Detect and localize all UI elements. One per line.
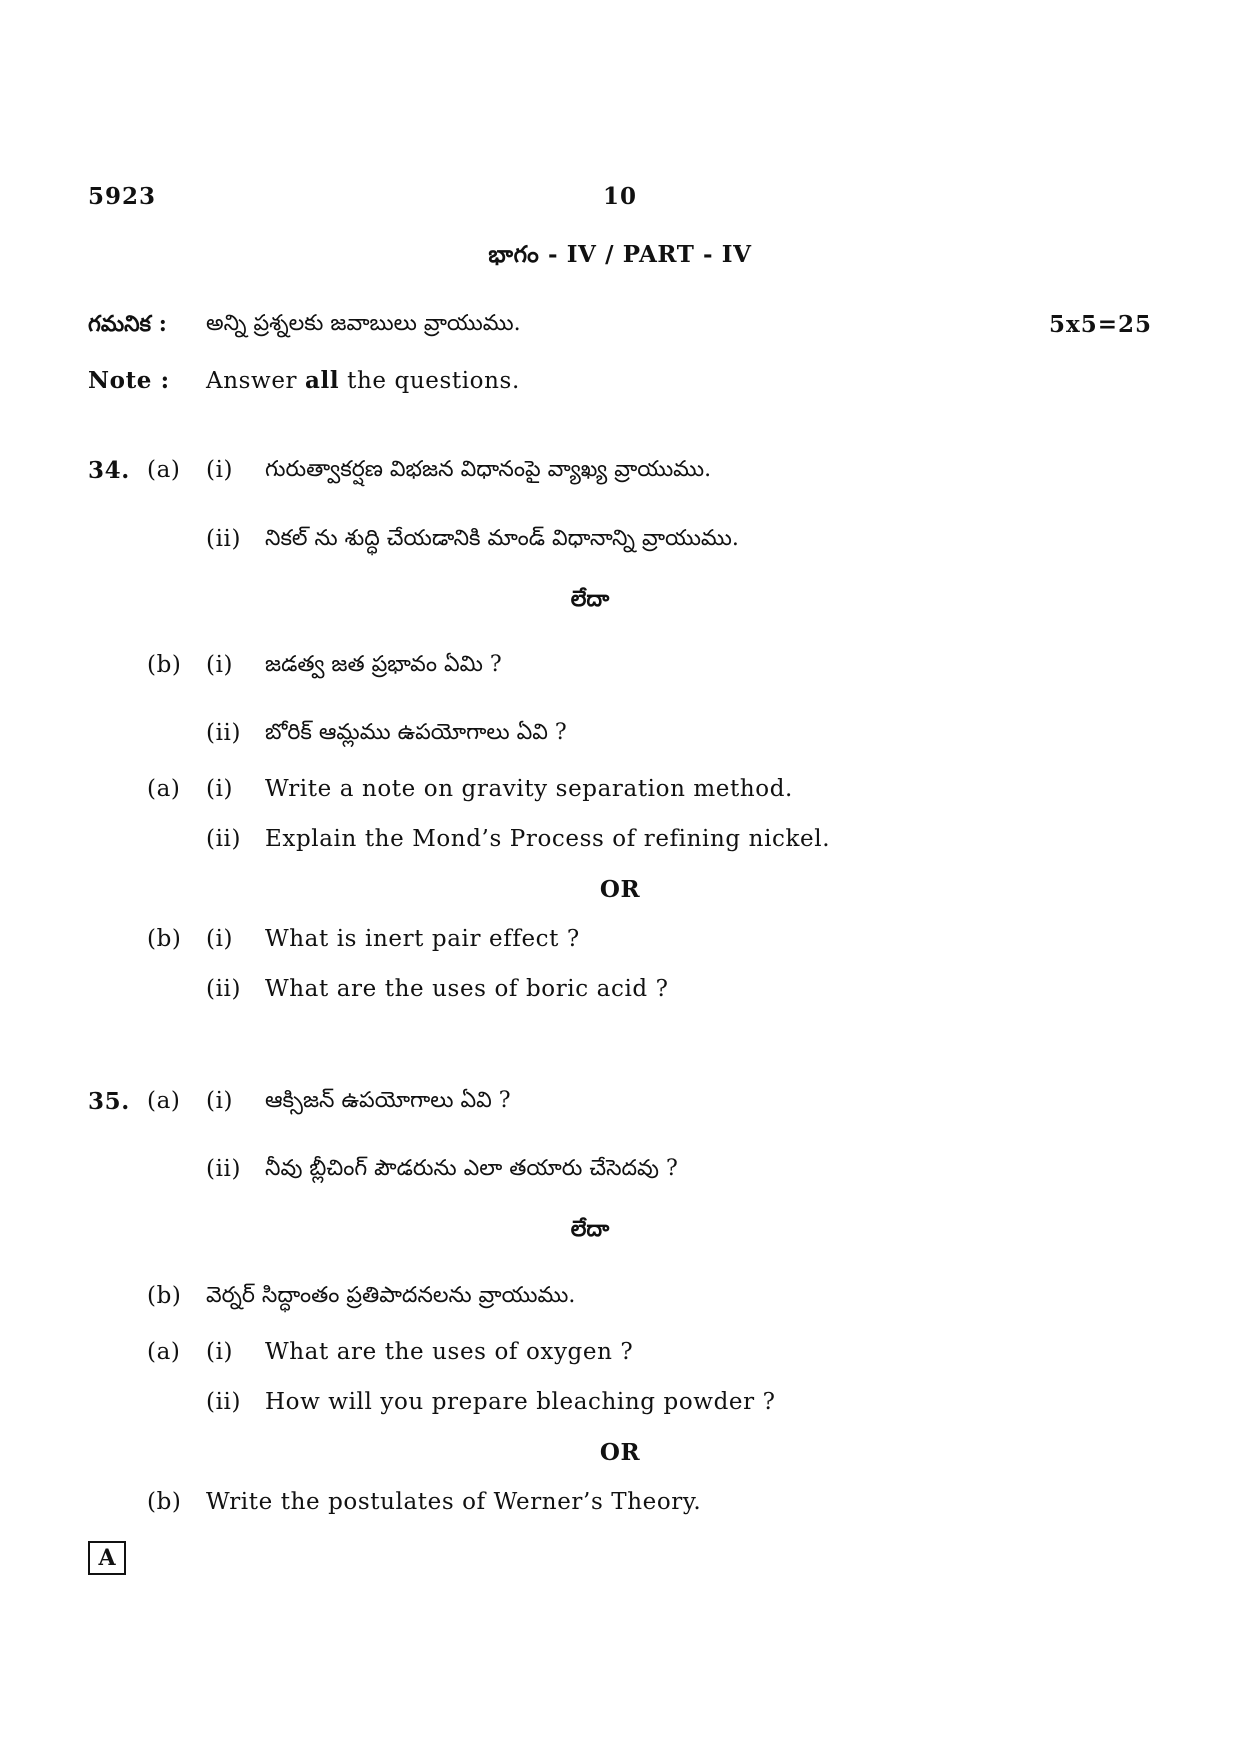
question-text: ఆక్సిజన్ ఉపయోగాలు ఏవి ? [265,1088,511,1113]
sub-part-label: (i) [206,926,234,952]
or-separator: లేదా [570,586,610,612]
part-label: (b) [147,1489,182,1515]
sub-part-label: (ii) [206,826,242,852]
part-title: భాగం - IV / PART - IV [488,241,752,268]
page-number: 10 [602,183,638,210]
part-label: (b) [147,926,182,952]
note-label-english: Note : [88,367,170,394]
sub-part-label: (ii) [206,1156,242,1182]
question-text: గురుత్వాకర్షణ విభజన విధానంపై వ్యాఖ్య వ్రాయుము. [265,457,712,482]
question-text: జడత్వ జత ప్రభావం ఏమి ? [265,652,502,677]
question-text: What are the uses of oxygen ? [265,1339,634,1365]
or-separator: OR [599,876,641,903]
sub-part-label: (i) [206,457,234,483]
note-label-telugu: గమనిక : [88,311,167,337]
question-text: Write the postulates of Werner’s Theory. [206,1489,702,1515]
question-text: వెర్నర్ సిద్ధాంతం ప్రతిపాదనలను వ్రాయుము. [206,1283,576,1308]
question-text: నికల్ ను శుద్ధి చేయడానికి మాండ్ విధానాన్ని వ్రాయుము. [265,526,739,551]
note-text-telugu: అన్ని ప్రశ్నలకు జవాబులు వ్రాయుము. [206,311,521,336]
question-text: What are the uses of boric acid ? [265,976,669,1002]
sub-part-label: (i) [206,1088,234,1114]
question-text: బోరిక్ ఆమ్లము ఉపయోగాలు ఏవి ? [265,720,567,745]
question-text: What is inert pair effect ? [265,926,580,952]
question-text: How will you prepare bleaching powder ? [265,1389,776,1415]
part-label: (b) [147,652,182,678]
question-text: నీవు బ్లీచింగ్ పౌడరును ఎలా తయారు చేసెదవు ? [265,1156,678,1181]
question-number: 34. [88,457,130,484]
part-label: (a) [147,457,181,483]
part-label: (a) [147,1088,181,1114]
question-number: 35. [88,1088,130,1115]
version-letter-box: A [88,1541,126,1575]
or-separator: OR [599,1439,641,1466]
or-separator: లేదా [570,1216,610,1242]
note-text-english: Answer all the questions. [206,367,520,394]
sub-part-label: (ii) [206,976,242,1002]
sub-part-label: (i) [206,1339,234,1365]
sub-part-label: (i) [206,776,234,802]
marks-scheme: 5x5=25 [1049,311,1152,338]
question-text: Explain the Mond’s Process of refining nickel. [265,826,831,852]
sub-part-label: (ii) [206,1389,242,1415]
sub-part-label: (ii) [206,526,242,552]
part-label: (b) [147,1283,182,1309]
part-label: (a) [147,1339,181,1365]
paper-code: 5923 [88,183,157,210]
question-text: Write a note on gravity separation method. [265,776,793,802]
part-label: (a) [147,776,181,802]
sub-part-label: (i) [206,652,234,678]
sub-part-label: (ii) [206,720,242,746]
